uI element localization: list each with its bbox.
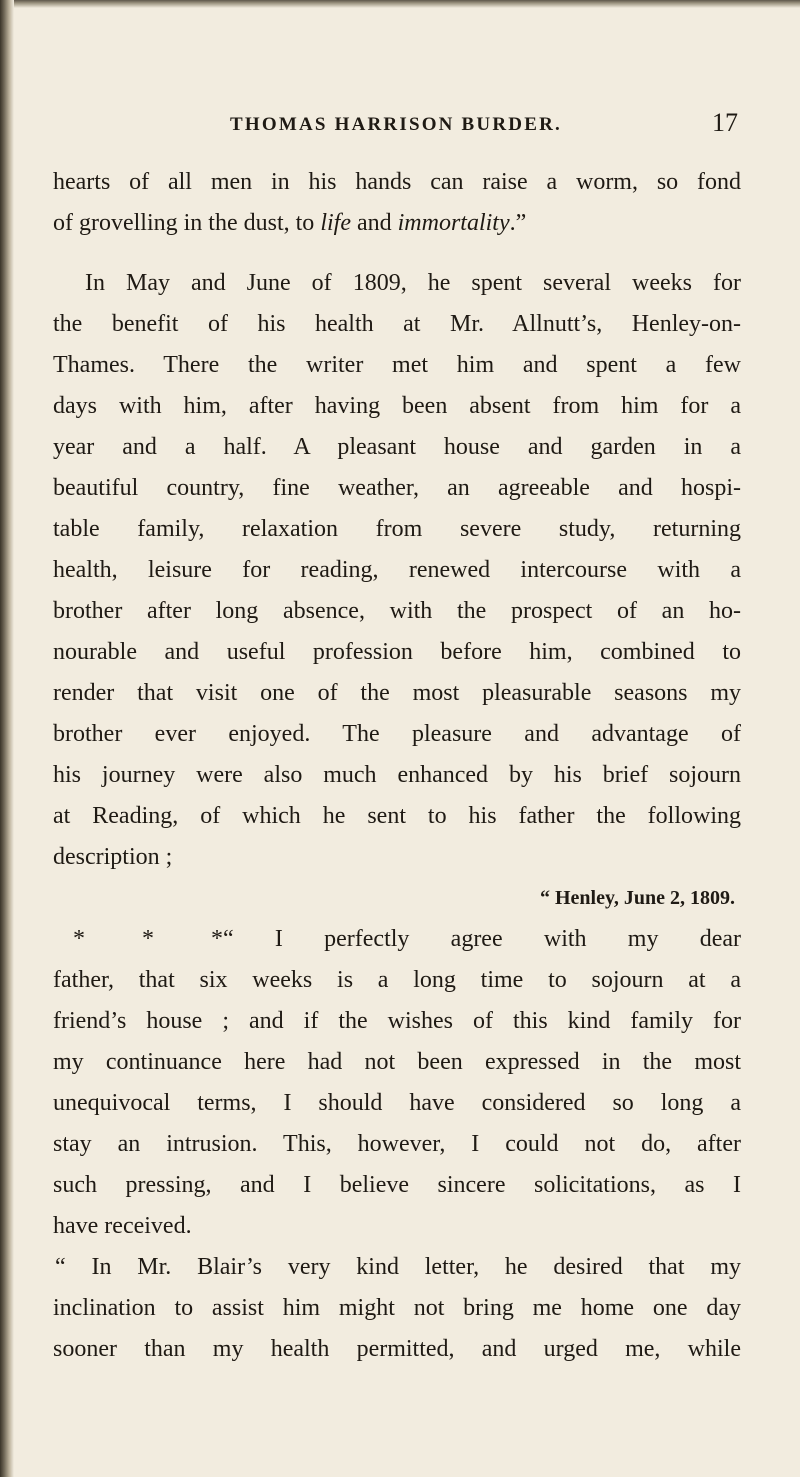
text-line: [53, 919, 741, 960]
text-line: brother after long absence, with the prospect of an ho-: [53, 598, 741, 624]
text-line: my continuance here had not been expressed in the most: [53, 1049, 741, 1075]
text-run: .”: [509, 210, 527, 236]
text-line: have received.: [53, 1213, 192, 1239]
text-run: “ I perfectly agree with my dear: [223, 926, 741, 952]
text-run: and: [350, 210, 398, 236]
text-line: render that visit one of the most pleasurable seasons my: [53, 680, 741, 706]
page-number: 17: [712, 108, 738, 137]
italic-run: immortality: [397, 210, 510, 236]
page-top-shadow: [0, 0, 800, 8]
text-line: description ;: [53, 844, 173, 870]
body-text: [53, 162, 741, 1370]
text-line: sooner than my health permitted, and urged me, while: [53, 1336, 741, 1362]
text-line: table family, relaxation from severe study, returning: [53, 516, 741, 542]
text-line: father, that six weeks is a long time to sojourn at a: [53, 967, 741, 993]
text-line: Thames. There the writer met him and spent a few: [53, 352, 741, 378]
page-header: [230, 108, 738, 148]
text-line: year and a half. A pleasant house and garden in a: [53, 434, 741, 460]
paragraph-gap: [53, 244, 741, 263]
text-line: friend’s house ; and if the wishes of this kind family for: [53, 1008, 741, 1034]
running-title: THOMAS HARRISON BURDER.: [230, 114, 562, 135]
text-line: the benefit of his health at Mr. Allnutt’s, Henley-on-: [53, 311, 741, 337]
text-line: brother ever enjoyed. The pleasure and advantage of: [53, 721, 741, 747]
text-line: inclination to assist him might not bring me home one day: [53, 1295, 741, 1321]
text-line: hearts of all men in his hands can raise a worm, so fond: [53, 169, 741, 195]
text-run: of grovelling in the dust, to: [53, 210, 321, 236]
text-line: at Reading, of which he sent to his father the following: [53, 803, 741, 829]
text-line: nourable and useful profession before him, combined to: [53, 639, 741, 665]
text-line: In May and June of 1809, he spent several weeks for: [85, 270, 741, 296]
text-line: stay an intrusion. This, however, I could not do, after: [53, 1131, 741, 1157]
text-line: days with him, after having been absent from him for a: [53, 393, 741, 419]
text-line: such pressing, and I believe sincere solicitations, as I: [53, 1172, 741, 1198]
ellipsis-stars: * * *: [73, 926, 223, 952]
text-line: [53, 203, 741, 244]
text-line: health, leisure for reading, renewed intercourse with a: [53, 557, 741, 583]
text-line: “ In Mr. Blair’s very kind letter, he desired that my: [55, 1254, 741, 1280]
text-line: his journey were also much enhanced by his brief sojourn: [53, 762, 741, 788]
text-line: beautiful country, fine weather, an agreeable and hospi-: [53, 475, 741, 501]
text-line: unequivocal terms, I should have considered so long a: [53, 1090, 741, 1116]
letter-dateline: “ Henley, June 2, 1809.: [539, 887, 735, 909]
italic-run: life: [320, 210, 351, 236]
page-binding-shadow: [0, 0, 14, 1477]
